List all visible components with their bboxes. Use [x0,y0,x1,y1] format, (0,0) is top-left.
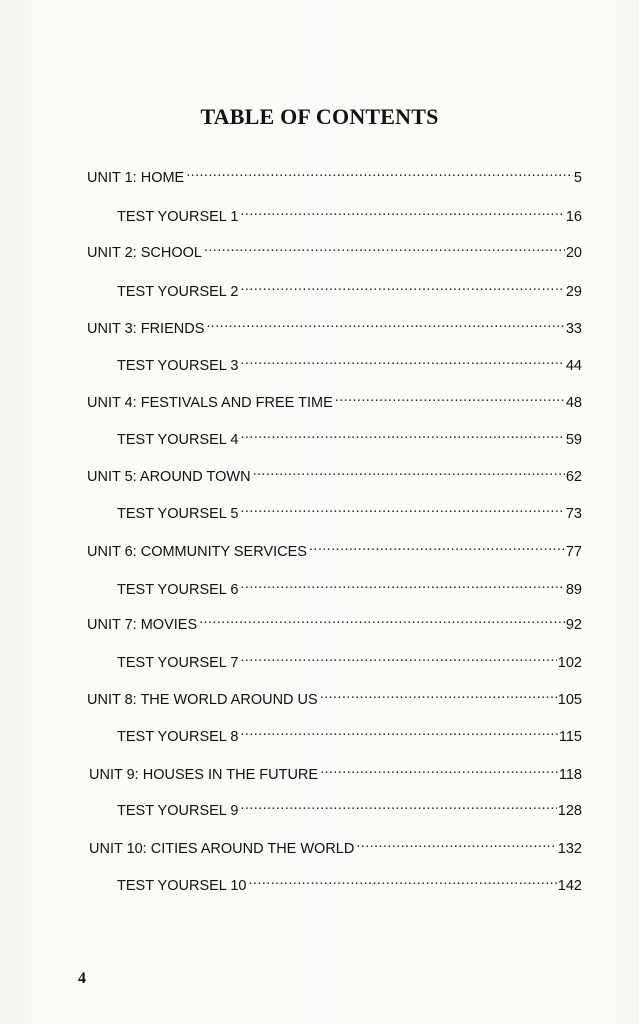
dot-leader [309,538,565,556]
toc-entry-test-5 [117,500,582,522]
toc-entry-test-8 [117,723,582,745]
toc-entry-page: 5 [573,170,582,186]
toc-entry-page: 59 [565,432,582,448]
dot-leader [320,686,557,704]
toc-entry-label: UNIT 5: AROUND TOWN [87,469,251,485]
toc-entry-page: 20 [565,245,582,261]
dot-leader [320,761,558,779]
dot-leader [240,352,564,370]
toc-entry-unit-8 [87,686,582,708]
dot-leader [248,872,556,890]
toc-entry-page: 29 [565,284,582,300]
dot-leader [240,723,557,741]
toc-entry-label: UNIT 2: SCHOOL [87,245,202,261]
toc-entry-page: 62 [565,469,582,485]
toc-entry-label: UNIT 4: FESTIVALS AND FREE TIME [87,395,333,411]
toc-entry-test-1 [117,203,582,225]
toc-entry-unit-7 [87,611,582,633]
dot-leader [240,203,564,221]
page-number: 4 [78,970,86,987]
toc-entry-test-6 [117,576,582,598]
toc-entry-page: 115 [558,729,582,745]
toc-entry-unit-3 [87,315,582,337]
toc-entry-label: TEST YOURSEL 3 [117,358,239,374]
toc-entry-unit-2 [87,239,582,261]
toc-entry-test-2 [117,278,582,300]
toc-entry-label: UNIT 7: MOVIES [87,617,198,633]
dot-leader [253,463,565,481]
toc-entry-page: 33 [565,321,582,337]
toc-entry-unit-6 [87,538,582,560]
toc-entry-label: UNIT 10: CITIES AROUND THE WORLD [89,841,355,857]
toc-entry-label: TEST YOURSEL 7 [117,655,239,671]
toc-entry-page: 48 [565,395,582,411]
toc-entry-label: UNIT 8: THE WORLD AROUND US [87,692,318,708]
toc-entry-page: 128 [557,803,582,819]
dot-leader [240,500,564,518]
dot-leader [240,797,556,815]
dot-leader [240,278,564,296]
toc-entry-test-4 [117,426,582,448]
toc-entry-page: 44 [565,358,582,374]
toc-entry-label: TEST YOURSEL 8 [117,729,239,745]
toc-entry-page: 92 [565,617,582,633]
toc-entry-unit-1 [87,164,582,186]
dot-leader [356,835,556,853]
toc-entry-test-10 [117,872,582,894]
toc-entry-unit-9 [89,761,582,783]
toc-entry-label: UNIT 9: HOUSES IN THE FUTURE [89,767,319,783]
dot-leader [240,649,556,667]
toc-entry-label: TEST YOURSEL 5 [117,506,239,522]
toc-entry-label: TEST YOURSEL 2 [117,284,239,300]
toc-entry-label: TEST YOURSEL 4 [117,432,239,448]
dot-leader [199,611,565,629]
toc-entry-test-3 [117,352,582,374]
page-title: TABLE OF CONTENTS [200,104,439,129]
toc-entry-test-9 [117,797,582,819]
toc-entry-page: 102 [557,655,582,671]
toc-entry-label: UNIT 6: COMMUNITY SERVICES [87,544,307,560]
dot-leader [204,239,565,257]
toc-entry-page: 105 [557,692,582,708]
dot-leader [240,426,564,444]
toc-entry-page: 89 [565,582,582,598]
toc-entry-label: TEST YOURSEL 6 [117,582,239,598]
toc-entry-page: 142 [557,878,582,894]
toc-entry-page: 132 [557,841,582,857]
toc-entry-page: 73 [565,506,582,522]
dot-leader [186,164,573,182]
toc-entry-unit-5 [87,463,582,485]
toc-entry-page: 16 [565,209,582,225]
dot-leader [240,576,564,594]
toc-entry-unit-10 [89,835,582,857]
toc-entry-unit-4 [87,389,582,411]
toc-entry-label: UNIT 3: FRIENDS [87,321,205,337]
dot-leader [335,389,565,407]
toc-entry-label: UNIT 1: HOME [87,170,185,186]
toc-entry-page: 118 [558,767,582,783]
toc-entry-label: TEST YOURSEL 1 [117,209,239,225]
toc-entry-label: TEST YOURSEL 10 [117,878,247,894]
toc-entry-test-7 [117,649,582,671]
dot-leader [206,315,565,333]
toc-entry-label: TEST YOURSEL 9 [117,803,239,819]
toc-entry-page: 77 [565,544,582,560]
